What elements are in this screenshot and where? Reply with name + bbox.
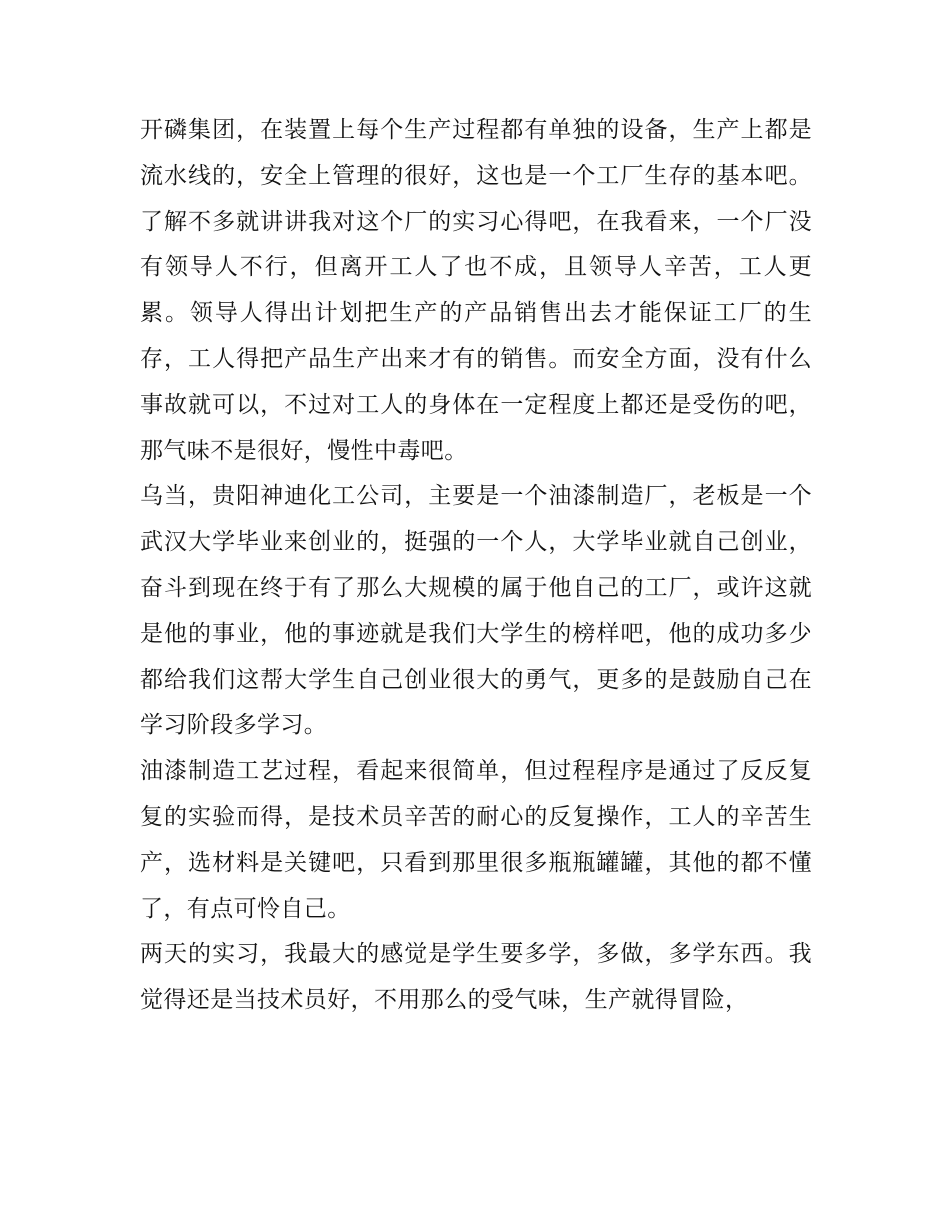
paragraph-paint-process: 油漆制造工艺过程，看起来很简单，但过程程序是通过了反反复复的实验而得，是技术员辛苦的耐心的反复操作，工人的辛苦生产，选材料是关键吧，只看到那里很多瓶瓶罐罐，其他的都不懂了，有点可怜自己。 [140, 758, 812, 922]
paragraph-internship-reflection: 两天的实习，我最大的感觉是学生要多学，多做，多学东西。我觉得还是当技术员好，不用那么的受气味，生产就得冒险， [140, 941, 812, 1014]
paragraph-wudang-paint-factory: 乌当，贵阳神迪化工公司，主要是一个油漆制造厂，老板是一个武汉大学毕业来创业的，挺强的一个人，大学毕业就自己创业，奋斗到现在终于有了那么大规模的属于他自己的工厂，或许这就是他的事业，他的事迹就是我们大学生的榜样吧，他的成功多少都给我们这帮大学生自己创业很大的勇气，更多的是鼓励自己在学习阶段多学习。 [140, 483, 812, 739]
document-body [140, 108, 812, 1024]
paragraph-kailin-group: 开磷集团，在装置上每个生产过程都有单独的设备，生产上都是流水线的，安全上管理的很好，这也是一个工厂生存的基本吧。了解不多就讲讲我对这个厂的实习心得吧，在我看来，一个厂没有领导人不行，但离开工人了也不成，且领导人辛苦，工人更累。领导人得出计划把生产的产品销售出去才能保证工厂的生存，工人得把产品生产出来才有的销售。而安全方面，没有什么事故就可以，不过对工人的身体在一定程度上都还是受伤的吧，那气味不是很好，慢性中毒吧。 [140, 117, 812, 464]
